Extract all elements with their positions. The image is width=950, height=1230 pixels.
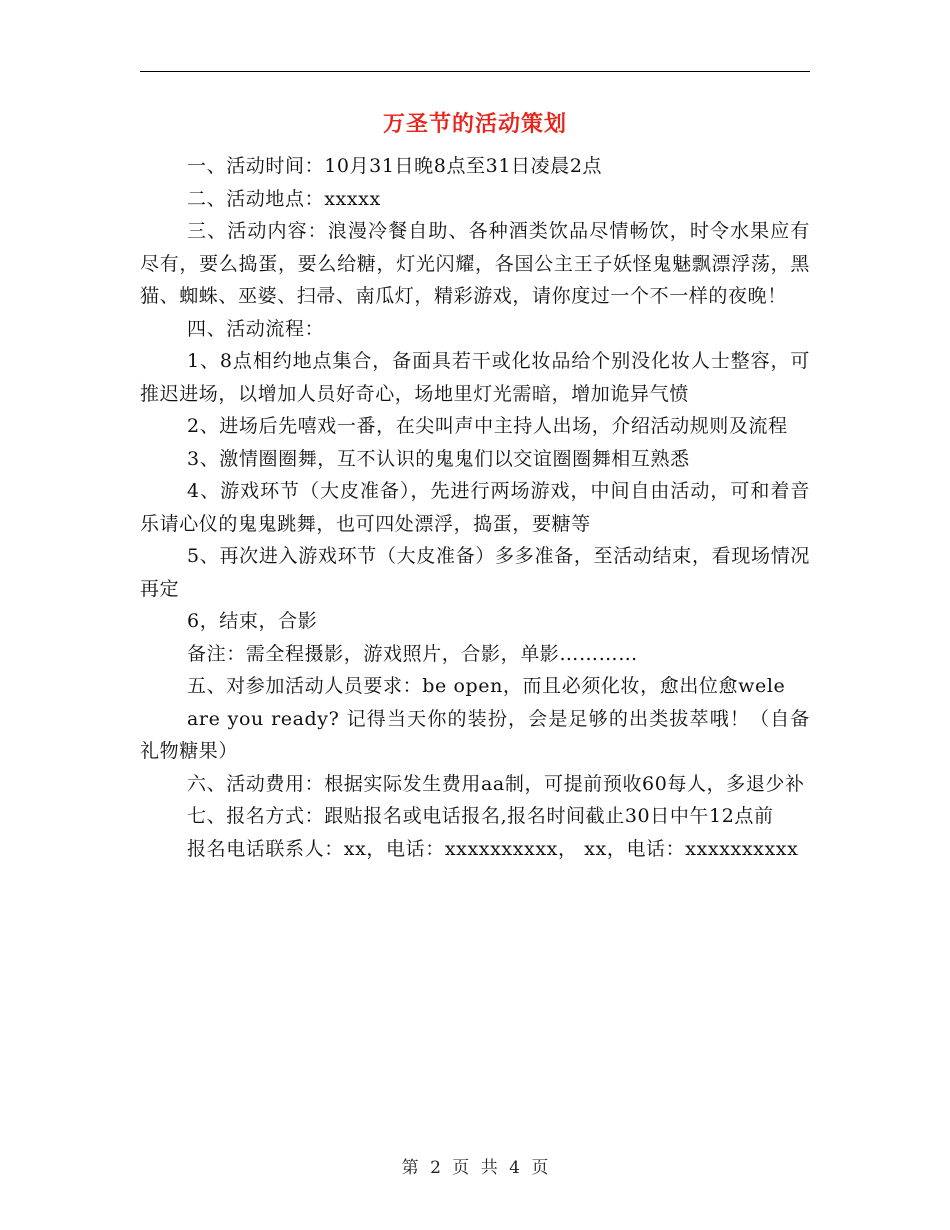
paragraph-activity-time: 一、活动时间：10月31日晚8点至31日凌晨2点: [187, 155, 603, 177]
paragraph-are-you-ready: are you ready? 记得当天你的装扮，会是足够的出类拔萃哦！（自备礼物糖果）: [140, 707, 810, 762]
paragraph-process-step-3: 3、激情圈圈舞，互不认识的鬼鬼们以交谊圈圈舞相互熟悉: [187, 447, 690, 470]
paragraph-process-step-6: 6，结束，合影: [187, 610, 318, 632]
paragraph-remarks: 备注：需全程摄影，游戏照片，合影，单影…………: [187, 642, 638, 665]
paragraph-process-step-4: 4、游戏环节（大皮准备），先进行两场游戏，中间自由活动，可和着音乐请心仪的鬼鬼跳舞，也可四处漂浮，捣蛋，要糖等: [140, 480, 810, 535]
document-title: 万圣节的活动策划: [382, 111, 567, 137]
paragraph-activity-content: 三、活动内容：浪漫冷餐自助、各种酒类饮品尽情畅饮，时令水果应有尽有，要么捣蛋，要么给糖，灯光闪耀，各国公主王子妖怪鬼魅飘漂浮荡，黑猫、蜘蛛、巫婆、扫帚、南瓜灯，精彩游戏，请你度过一个不一样的夜晚！: [140, 220, 810, 307]
paragraph-activity-process-heading: 四、活动流程：: [187, 317, 325, 340]
paragraph-participant-requirements: 五、对参加活动人员要求：be open，而且必须化妆，愈出位愈wele: [187, 675, 786, 697]
paragraph-registration-contacts: 报名电话联系人：xx，电话：xxxxxxxxxx， xx，电话：xxxxxxxxxx: [187, 837, 799, 860]
paragraph-process-step-2: 2、进场后先嘻戏一番，在尖叫声中主持人出场，介绍活动规则及流程: [187, 415, 788, 437]
paragraph-process-step-1: 1、8点相约地点集合，备面具若干或化妆品给个别没化妆人士整容，可推迟进场，以增加人员好奇心，场地里灯光需暗，增加诡异气愤: [140, 350, 810, 405]
paragraph-activity-cost: 六、活动费用：根据实际发生费用aa制，可提前预收60每人，多退少补: [187, 772, 805, 795]
page-footer: 第 2 页 共 4 页: [401, 1158, 549, 1178]
document-body: [140, 150, 810, 865]
header-rule: [140, 71, 810, 72]
paragraph-process-step-5: 5、再次进入游戏环节（大皮准备）多多准备，至活动结束，看现场情况再定: [140, 545, 810, 600]
paragraph-activity-location: 二、活动地点：xxxxx: [187, 187, 381, 210]
paragraph-registration-method: 七、报名方式：跟贴报名或电话报名,报名时间截止30日中午12点前: [187, 805, 774, 827]
